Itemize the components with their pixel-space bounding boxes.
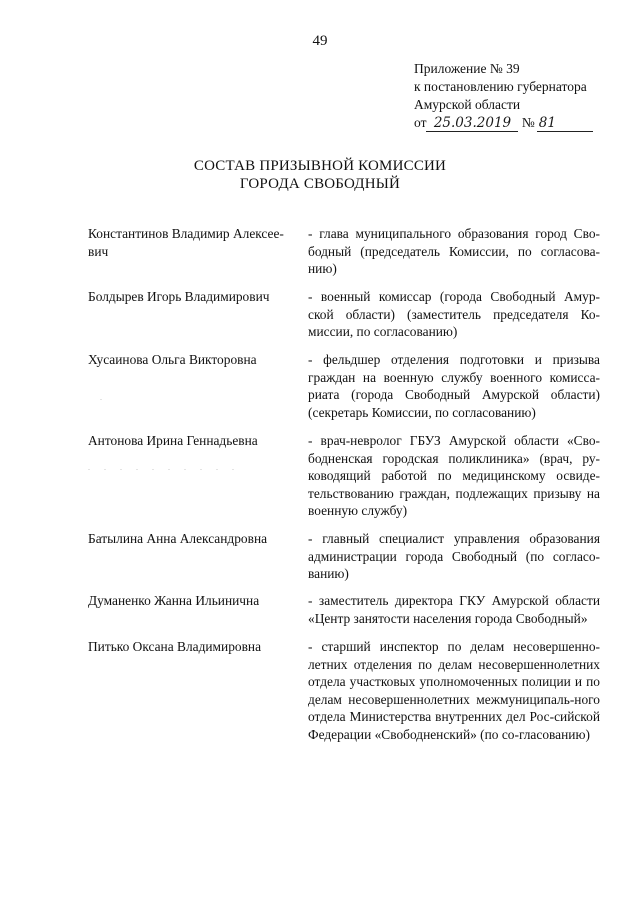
appendix-decree: к постановлению губернатора — [414, 79, 587, 94]
member-name: Батылина Анна Александровна — [88, 531, 268, 546]
member-role: - военный комиссар (города Свободный Амур-ской области) (заместитель председателя Ко-миссии, по согласованию) — [308, 289, 600, 340]
member-name: Антонова Ирина Геннадьевна — [88, 433, 258, 448]
handwritten-number: 81 — [537, 116, 593, 132]
page-number: 49 — [312, 33, 328, 49]
number-prefix: № — [521, 115, 535, 130]
date-prefix: от — [414, 115, 427, 130]
appendix-header — [414, 60, 614, 132]
appendix-region: Амурской области — [414, 97, 521, 112]
appendix-date-line — [414, 114, 614, 132]
scan-speckle: . . . . . . . . . . — [88, 463, 240, 472]
member-role: - старший инспектор по делам несовершенно-летних отделения по делам несовершеннолетних отдела участковых уполномоченных полиции и по делам несовершеннолетних межмуниципаль-ного отдела Министерства внутренних дел Рос-сийской Федерации «Свободненский» (по со-гласованию) — [308, 639, 600, 742]
member-role: - фельдшер отделения подготовки и призыва граждан на военную службу военного комисса-риата (города Свободный Амурской области) (секретарь Комиссии, по согласованию) — [308, 352, 600, 420]
title-line-2: ГОРОДА СВОБОДНЫЙ — [239, 176, 401, 192]
member-role: - врач-невролог ГБУЗ Амурской области «Сво-бодненская городская поликлиника» (врач, ру-ководящий работой по медицинскому освиде-тельствованию граждан, подлежащих призыву на военную службу) — [308, 433, 600, 519]
member-role: - главный специалист управления образования администрации города Свободный (по согласо-ванию) — [308, 531, 600, 582]
member-name: Константинов Владимир Алексее-вич — [88, 226, 284, 259]
member-name: Хусаинова Ольга Викторовна — [88, 352, 257, 367]
member-role: - глава муниципального образования город Сво-бодный (председатель Комиссии, по согласова-нию) — [308, 226, 600, 277]
scan-speckle: . — [100, 393, 108, 402]
handwritten-date: 25.03.2019 — [426, 116, 518, 132]
document-title — [0, 157, 640, 193]
member-name: Болдырев Игорь Владимирович — [88, 289, 270, 304]
member-role: - заместитель директора ГКУ Амурской области «Центр занятости населения города Свободный» — [308, 593, 600, 626]
appendix-number: Приложение № 39 — [414, 61, 520, 76]
title-line-1: СОСТАВ ПРИЗЫВНОЙ КОМИССИИ — [193, 158, 447, 174]
member-name: Думаненко Жанна Ильинична — [88, 593, 260, 608]
member-name: Питько Оксана Владимировна — [88, 639, 262, 654]
